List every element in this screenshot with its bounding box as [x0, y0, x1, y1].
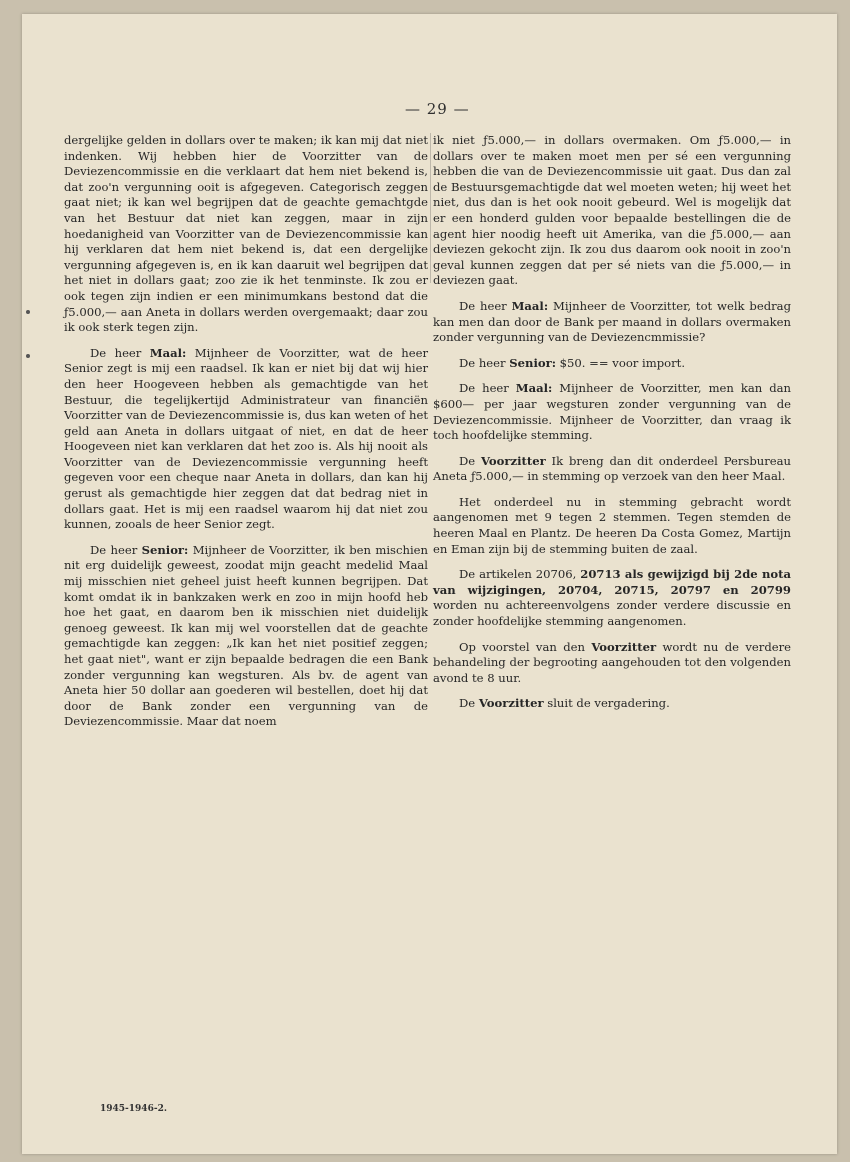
paragraph [64, 346, 428, 533]
articles-bold: 20713 als gewijzigd bij 2de nota van wijzigingen, 20704, 20715, 20797 en 20799 [433, 567, 791, 597]
paragraph [433, 454, 791, 485]
speaker-prefix: De [459, 453, 476, 468]
speaker-name: Senior: [509, 355, 556, 370]
speaker-prefix: De heer [90, 345, 142, 360]
speaker-name: Voorzitter [481, 453, 546, 468]
speaker-prefix: De heer [459, 381, 509, 396]
speaker-prefix: De heer [459, 355, 506, 370]
speaker-name: Maal: [515, 381, 553, 396]
articles-suffix: worden nu achtereenvolgens zonder verdere discussie en zonder hoofdelijke stemming aangenomen. [433, 598, 791, 629]
footer-code: 1945-1946-2. [100, 1104, 167, 1114]
speaker-name: Maal: [149, 345, 187, 360]
speech-text: Mijnheer de Voorzitter, ik ben mischien nit erg duidelijk geweest, zoodat mijn geacht medelid Maal mij misschien niet geheel juist heeft kunnen begrijpen. Dat komt omdat ik in bankzaken werk en zoo in mijn hoofd heb hoe het gaat, en daarom ben ik misschien niet duidelijk genoeg geweest. Ik kan mij wel voorstellen dat de geachte gemachtigde kan zeggen: „Ik kan het niet positief zeggen; het gaat niet", want er zijn bepaalde bedragen die een Bank zonder vergunning kan wegsturen. Als bv. de agent van Aneta hier 50 dollar aan goederen wil bestellen, doet hij dat door de Bank zonder een vergunning van de Deviezencommissie. Maar dat noem [64, 542, 428, 729]
column-divider [430, 133, 431, 283]
punch-hole [26, 354, 30, 358]
speaker-prefix: De heer [90, 542, 138, 557]
speaker-prefix: De heer [459, 298, 507, 313]
paragraph [433, 567, 791, 629]
paragraph [433, 299, 791, 346]
paragraph [433, 696, 791, 712]
paragraph [433, 356, 791, 372]
paragraph: dergelijke gelden in dollars over te maken; ik kan mij dat niet indenken. Wij hebben hier de Voorzitter van de Deviezencommissie en die verklaart dat hem niet bekend is, dat zoo'n vergunning ooit is afgegeven. Categorisch zeggen gaat niet; ik kan wel begrijpen dat de geachte gemachtgde van het Bestuur dat niet kan zeggen, maar in zijn hoedanigheid van Voorzitter van de Deviezencommissie kan hij verklaren dat hem niet bekend is, dat een dergelijke vergunning afgegeven is, en ik kan daaruit wel begrijpen dat het niet in dollars gaat; zoo zie ik het tenminste. Ik zou er ook tegen zijn indien er een minimumkans bestond dat die ƒ5.000,— aan Aneta in dollars werden overgemaakt; daar zou ik ook sterk tegen zijn. [64, 133, 428, 335]
speech-text: $50. == voor import. [559, 355, 686, 370]
speech-text: Ik breng dan dit onderdeel Persbureau Aneta ƒ5.000,— in stemming op verzoek van den heer Maal. [433, 453, 791, 484]
paragraph [64, 543, 428, 730]
speech-text: Mijnheer de Voorzitter, wat de heer Senior zegt is mij een raadsel. Ik kan er niet bij dat wij hier den heer Hoogeveen hebben als gemachtigde van het Bestuur, die tegelijkertijd Administrateur van financiën Voorzitter van de Deviezencommissie is, dus kan weten of het geld aan Aneta in dollars uitgaat of niet, en dat de heer Hoogeveen niet kan verklaren dat het zoo is. Als hij nooit als Voorzitter van de Deviezencommissie vergunning heeft gegeven voor een cheque naar Aneta in dollars, dan kan hij gerust als gemachtigde hier zeggen dat dat bedrag niet in dollars gaat. Het is mij een raadsel waarom hij dat niet zou kunnen, zooals de heer Senior zegt. [64, 345, 428, 532]
paragraph [433, 640, 791, 687]
paragraph: Het onderdeel nu in stemming gebracht wordt aangenomen met 9 tegen 2 stemmen. Tegen stemden de heeren Maal en Plantz. De heeren Da Costa Gomez, Martijn en Eman zijn bij de stemming buiten de zaal. [433, 494, 791, 556]
speaker-prefix: De [459, 696, 476, 711]
right-column [433, 133, 791, 722]
paragraph [433, 381, 791, 443]
left-column [64, 133, 428, 740]
speaker-name: Voorzitter [478, 696, 544, 711]
speaker-name: Voorzitter [591, 639, 657, 654]
articles-prefix: De artikelen 20706, [459, 567, 577, 582]
speech-text: Mijnheer de Voorzitter, tot welk bedrag kan men dan door de Bank per maand in dollars overmaken zonder vergunning van de Deviezencmmissie? [433, 298, 791, 345]
punch-hole [26, 310, 30, 314]
page-number: — 29 — [405, 100, 470, 118]
speech-text: wordt nu de verdere behandeling der begrooting aangehouden tot den volgenden avond te 8 uur. [433, 639, 791, 685]
speech-text: Mijnheer de Voorzitter, men kan dan $600— per jaar wegsturen zonder vergunning van de Deviezencommissie. Mijnheer de Voorzitter, dan vraag ik toch hoofdelijke stemming. [433, 381, 791, 443]
paragraph: ik niet ƒ5.000,— in dollars overmaken. Om ƒ5.000,— in dollars over te maken moet men per sé een vergunning hebben die van de Deviezencommissie uit gaat. Dus dan zal de Bestuursgemachtigde dat wel moeten weten; hij weet het niet, dus dan is het ook nooit gebeurd. Wel is mogelijk dat er een honderd gulden voor bepaalde bestellingen die de agent hier noodig heeft uit Amerika, van die ƒ5.000,— aan deviezen gekocht zijn. Ik zou dus daarom ook nooit in zoo'n geval kunnen zeggen dat per sé niets van die ƒ5.000,— in deviezen gaat. [433, 133, 791, 288]
speaker-prefix: Op voorstel van den [459, 639, 585, 654]
speaker-name: Senior: [141, 542, 189, 557]
speaker-name: Maal: [511, 298, 549, 313]
speech-text: sluit de vergadering. [547, 696, 670, 711]
